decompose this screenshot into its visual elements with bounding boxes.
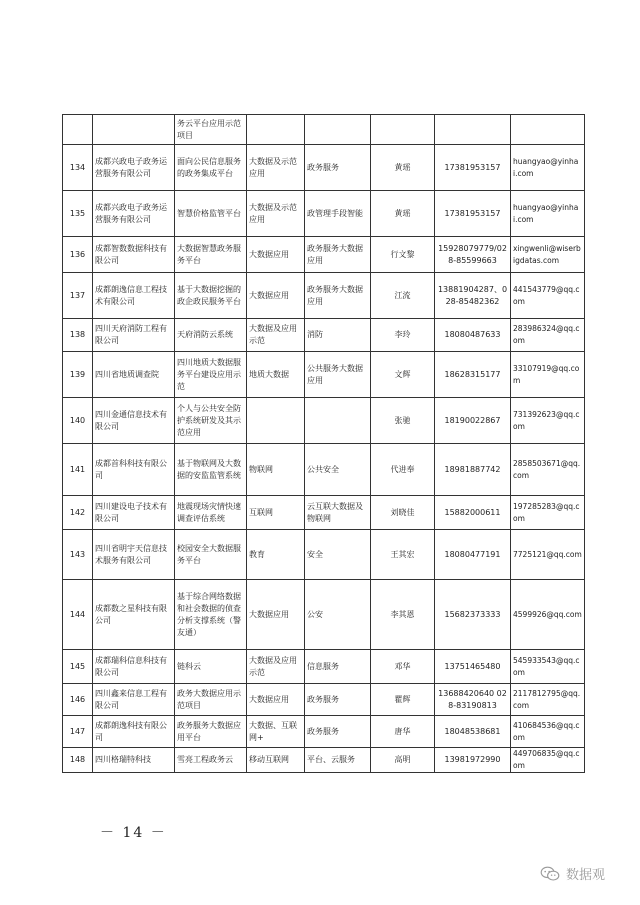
cell-contact: 文辉 [371,352,435,398]
cell-contact: 瞿辉 [371,684,435,716]
cell-project: 校园安全大数据服务平台 [175,530,247,580]
cell-category: 大数据及应用示范 [247,650,305,684]
page-number: － 14 － [100,825,167,841]
cell-company: 成都兴政电子政务运营服务有限公司 [93,145,175,191]
cell-category: 大数据应用 [247,684,305,716]
cell-contact [371,115,435,145]
cell-phone: 18080477191 [435,530,511,580]
cell-contact: 李其恩 [371,580,435,650]
cell-category: 物联网 [247,444,305,496]
cell-phone: 13688420640 028-83190813 [435,684,511,716]
cell-category: 大数据、互联网+ [247,716,305,748]
cell-field: 政务服务大数据应用 [305,237,371,273]
cell-field: 政务服务 [305,684,371,716]
cell-field: 云互联大数据及物联网 [305,496,371,530]
cell-no: 147 [63,716,93,748]
cell-contact: 邓华 [371,650,435,684]
cell-project: 基于综合网络数据和社会数据的侦查分析支撑系统（警友通） [175,580,247,650]
cell-company: 成都兴政电子政务运营服务有限公司 [93,191,175,237]
cell-no: 145 [63,650,93,684]
table-row [63,145,585,191]
cell-email: 7725121@qq.com [511,530,585,580]
cell-contact: 行文黎 [371,237,435,273]
cell-no [63,115,93,145]
cell-category: 大数据应用 [247,273,305,319]
cell-company: 四川金通信息技术有限公司 [93,398,175,444]
cell-no: 136 [63,237,93,273]
table-row [63,352,585,398]
cell-contact: 唐华 [371,716,435,748]
cell-field: 政务服务 [305,145,371,191]
cell-company: 四川省明宇天信息技术服务有限公司 [93,530,175,580]
cell-project: 基于大数据挖掘的政企政民服务平台 [175,273,247,319]
cell-category: 大数据及示范应用 [247,191,305,237]
table-row [63,273,585,319]
cell-category: 大数据及应用示范 [247,319,305,352]
cell-company: 四川鑫来信息工程有限公司 [93,684,175,716]
cell-phone: 18981887742 [435,444,511,496]
table-row [63,650,585,684]
cell-contact: 王其宏 [371,530,435,580]
table-row [63,115,585,145]
cell-company: 成都数之星科技有限公司 [93,580,175,650]
cell-category: 互联网 [247,496,305,530]
cell-company: 成都首科科技有限公司 [93,444,175,496]
cell-no: 141 [63,444,93,496]
cell-no: 135 [63,191,93,237]
cell-no: 148 [63,748,93,773]
cell-field: 信息服务 [305,650,371,684]
cell-category: 教育 [247,530,305,580]
cell-project: 大数据智慧政务服务平台 [175,237,247,273]
cell-email: 2858503671@qq.com [511,444,585,496]
cell-phone: 13751465480 [435,650,511,684]
cell-project: 面向公民信息服务的政务集成平台 [175,145,247,191]
cell-phone: 15882000611 [435,496,511,530]
watermark-text: 数据观 [566,868,606,883]
cell-email: 197285283@qq.com [511,496,585,530]
cell-project: 个人与公共安全防护系统研发及其示范应用 [175,398,247,444]
cell-contact: 江流 [371,273,435,319]
cell-contact: 高明 [371,748,435,773]
table-row [63,444,585,496]
cell-no: 137 [63,273,93,319]
cell-project: 四川地质大数据服务平台建设应用示范 [175,352,247,398]
cell-email: 410684536@qq.com [511,716,585,748]
cell-company: 成都朗逸科技有限公司 [93,716,175,748]
cell-phone: 18080487633 [435,319,511,352]
cell-category [247,115,305,145]
cell-company: 四川建设电子技术有限公司 [93,496,175,530]
cell-no: 146 [63,684,93,716]
cell-email: 545933543@qq.com [511,650,585,684]
cell-email: 4599926@qq.com [511,580,585,650]
cell-company [93,115,175,145]
cell-project: 智慧价格监管平台 [175,191,247,237]
cell-no: 143 [63,530,93,580]
cell-field: 公共安全 [305,444,371,496]
table-row [63,496,585,530]
table-row [63,580,585,650]
cell-phone: 17381953157 [435,145,511,191]
cell-category: 大数据应用 [247,237,305,273]
watermark [540,864,605,883]
cell-phone: 17381953157 [435,191,511,237]
cell-project: 政务大数据应用示范项目 [175,684,247,716]
cell-company: 成都智数数据科技有限公司 [93,237,175,273]
cell-phone: 13881904287、028-85482362 [435,273,511,319]
cell-email: 2117812795@qq.com [511,684,585,716]
cell-field: 公安 [305,580,371,650]
cell-no: 142 [63,496,93,530]
cell-project: 务云平台应用示范项目 [175,115,247,145]
cell-field: 政务服务大数据应用 [305,273,371,319]
cell-category: 地质大数据 [247,352,305,398]
cell-company: 四川格瑞特科技 [93,748,175,773]
cell-field: 平台、云服务 [305,748,371,773]
cell-contact: 刘晓佳 [371,496,435,530]
cell-email: 283986324@qq.com [511,319,585,352]
table-row [63,237,585,273]
cell-email: 449706835@qq.com [511,748,585,773]
cell-field: 政务服务 [305,716,371,748]
cell-email: xingwenli@wiserbigdatas.com [511,237,585,273]
cell-field: 消防 [305,319,371,352]
cell-company: 四川省地质调查院 [93,352,175,398]
cell-email: huangyao@yinhai.com [511,145,585,191]
cell-field: 公共服务大数据应用 [305,352,371,398]
table-row [63,748,585,773]
cell-contact: 张驰 [371,398,435,444]
cell-company: 四川天府消防工程有限公司 [93,319,175,352]
cell-no: 140 [63,398,93,444]
cell-category: 大数据及示范应用 [247,145,305,191]
cell-contact: 代进奉 [371,444,435,496]
cell-category: 移动互联网 [247,748,305,773]
table-row [63,398,585,444]
cell-category [247,398,305,444]
table-row [63,716,585,748]
cell-project: 天府消防云系统 [175,319,247,352]
table-row [63,191,585,237]
cell-field: 安全 [305,530,371,580]
cell-email: 731392623@qq.com [511,398,585,444]
enterprise-project-table [62,114,585,773]
cell-email: 441543779@qq.com [511,273,585,319]
cell-phone: 18048538681 [435,716,511,748]
cell-project: 链科云 [175,650,247,684]
cell-email [511,115,585,145]
cell-field [305,115,371,145]
cell-contact: 李玲 [371,319,435,352]
cell-no: 144 [63,580,93,650]
cell-phone: 15682373333 [435,580,511,650]
cell-field [305,398,371,444]
cell-no: 134 [63,145,93,191]
cell-project: 政务服务大数据应用平台 [175,716,247,748]
table-row [63,684,585,716]
cell-category: 大数据应用 [247,580,305,650]
cell-project: 基于物联网及大数据的安监监管系统 [175,444,247,496]
cell-contact: 黄瑶 [371,191,435,237]
cell-company: 成都瑞科信息科技有限公司 [93,650,175,684]
cell-phone: 18190022867 [435,398,511,444]
cell-email: huangyao@yinhai.com [511,191,585,237]
cell-project: 雪亮工程政务云 [175,748,247,773]
cell-company: 成都朗逸信息工程技术有限公司 [93,273,175,319]
cell-contact: 黄瑶 [371,145,435,191]
cell-project: 地震现场灾情快速调查评估系统 [175,496,247,530]
cell-no: 139 [63,352,93,398]
cell-field: 政管理手段智能 [305,191,371,237]
table-row [63,319,585,352]
cell-phone [435,115,511,145]
wechat-icon [540,866,560,882]
table-row [63,530,585,580]
cell-no: 138 [63,319,93,352]
cell-email: 33107919@qq.com [511,352,585,398]
cell-phone: 13981972990 [435,748,511,773]
cell-phone: 18628315177 [435,352,511,398]
cell-phone: 15928079779/028-85599663 [435,237,511,273]
